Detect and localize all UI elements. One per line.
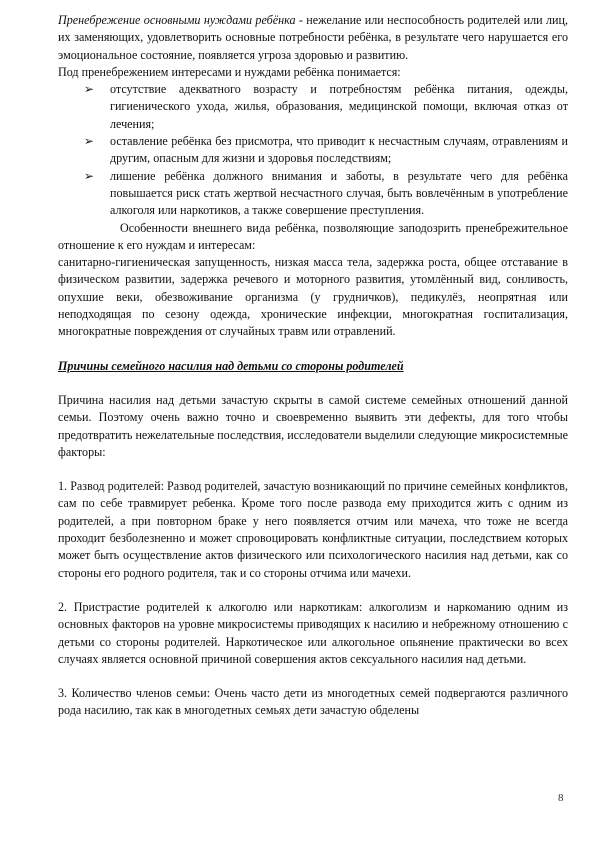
list-item-text: отсутствие адекватного возрасту и потребностям ребёнка питания, одежды, гигиенического ухода, жилья, образования, медицинской помощи, включая отказ от лечения; xyxy=(110,82,568,131)
paragraph-appearance-signs: санитарно-гигиеническая запущенность, низкая масса тела, задержка роста, общее отставание в физическом развитии, задержка речевого и моторного развития, утомлённый вид, сонливость, опухшие веки, обезвоживание организма (у грудничков), педикулёз, неопрятная или неподходящая по сезону одежда, хронические инфекции, многократная госпитализация, многократные повреждения от случайных травм или отравлений. xyxy=(58,255,568,339)
document-body xyxy=(58,12,568,720)
arrow-bullet-icon: ➢ xyxy=(83,82,95,97)
paragraph-factor-divorce: 1. Развод родителей: Развод родителей, зачастую возникающий по причине семейных конфликтов, сам по себе травмирует ребенка. Кроме того после развода ему приходится жить с одним из родителей, а при повторном браке у него появляется отчим или мачеха, что тоже не всегда проходит безболезненно и может спровоцировать конфликтные ситуации, последствием которых может быть осуществление актов физического или психологического насилия над детьми, как со стороны его родного родителя, так и со стороны отчима или мачехи. xyxy=(58,479,568,580)
list-item xyxy=(58,81,568,133)
paragraph-neglect-intro: Под пренебрежением интересами и нуждами ребёнка понимается: xyxy=(58,64,401,79)
page-number: 8 xyxy=(558,792,564,804)
neglect-bullet-list xyxy=(58,81,568,219)
list-item xyxy=(58,168,568,220)
arrow-bullet-icon: ➢ xyxy=(83,168,95,183)
section-heading: Причины семейного насилия над детьми со стороны родителей xyxy=(58,358,404,373)
list-item-text: оставление ребёнка без присмотра, что приводит к несчастным случаям, отравлениям и другим, опасным для жизни и здоровья последствиям; xyxy=(110,134,568,166)
arrow-bullet-icon: ➢ xyxy=(83,134,95,149)
paragraph-factor-addiction: 2. Пристрастие родителей к алкоголю или наркотикам: алкоголизм и наркоманию одним из основных факторов на уровне микросистемы приводящих к насилию и небрежному отношению с детьми со стороны родителей. Наркотическое или алкогольное опьянение практически во всех случаях является основной причиной совершения актов сексуального насилия над детьми. xyxy=(58,599,568,666)
definition-text: - нежелание или неспособность родителей или лиц, их заменяющих, удовлетворить основные потребности ребёнка, в результате чего нарушается его эмоциональное состояние, появляется угроза здоровью и развитию. xyxy=(58,13,568,62)
paragraph-neglect-definition xyxy=(58,12,568,64)
term-neglect: Пренебрежение основными нуждами ребёнка xyxy=(58,13,296,27)
list-item-text: лишение ребёнка должного внимания и заботы, в результате чего для ребёнка повышается риск стать жертвой несчастного случая, быть вовлечённым в употребление алкоголя или наркотиков, а также совершение преступления. xyxy=(110,168,568,218)
list-item xyxy=(58,133,568,168)
paragraph-appearance-intro: Особенности внешнего вида ребёнка, позволяющие заподозрить пренебрежительное отношение к его нуждам и интересам: xyxy=(58,220,568,252)
paragraph-factor-family-size: 3. Количество членов семьи: Очень часто дети из многодетных семей подвергаются различного рода насилию, так как в многодетных семьях дети зачастую обделены xyxy=(58,686,568,718)
paragraph-causes-intro: Причина насилия над детьми зачастую скрыты в самой системе семейных отношений данной семьи. Поэтому очень важно точно и своевременно выявить эти дефекты, для того чтобы предотвратить нежелательные последствия, исследователи выделили следующие микросистемные факторы: xyxy=(58,392,568,459)
